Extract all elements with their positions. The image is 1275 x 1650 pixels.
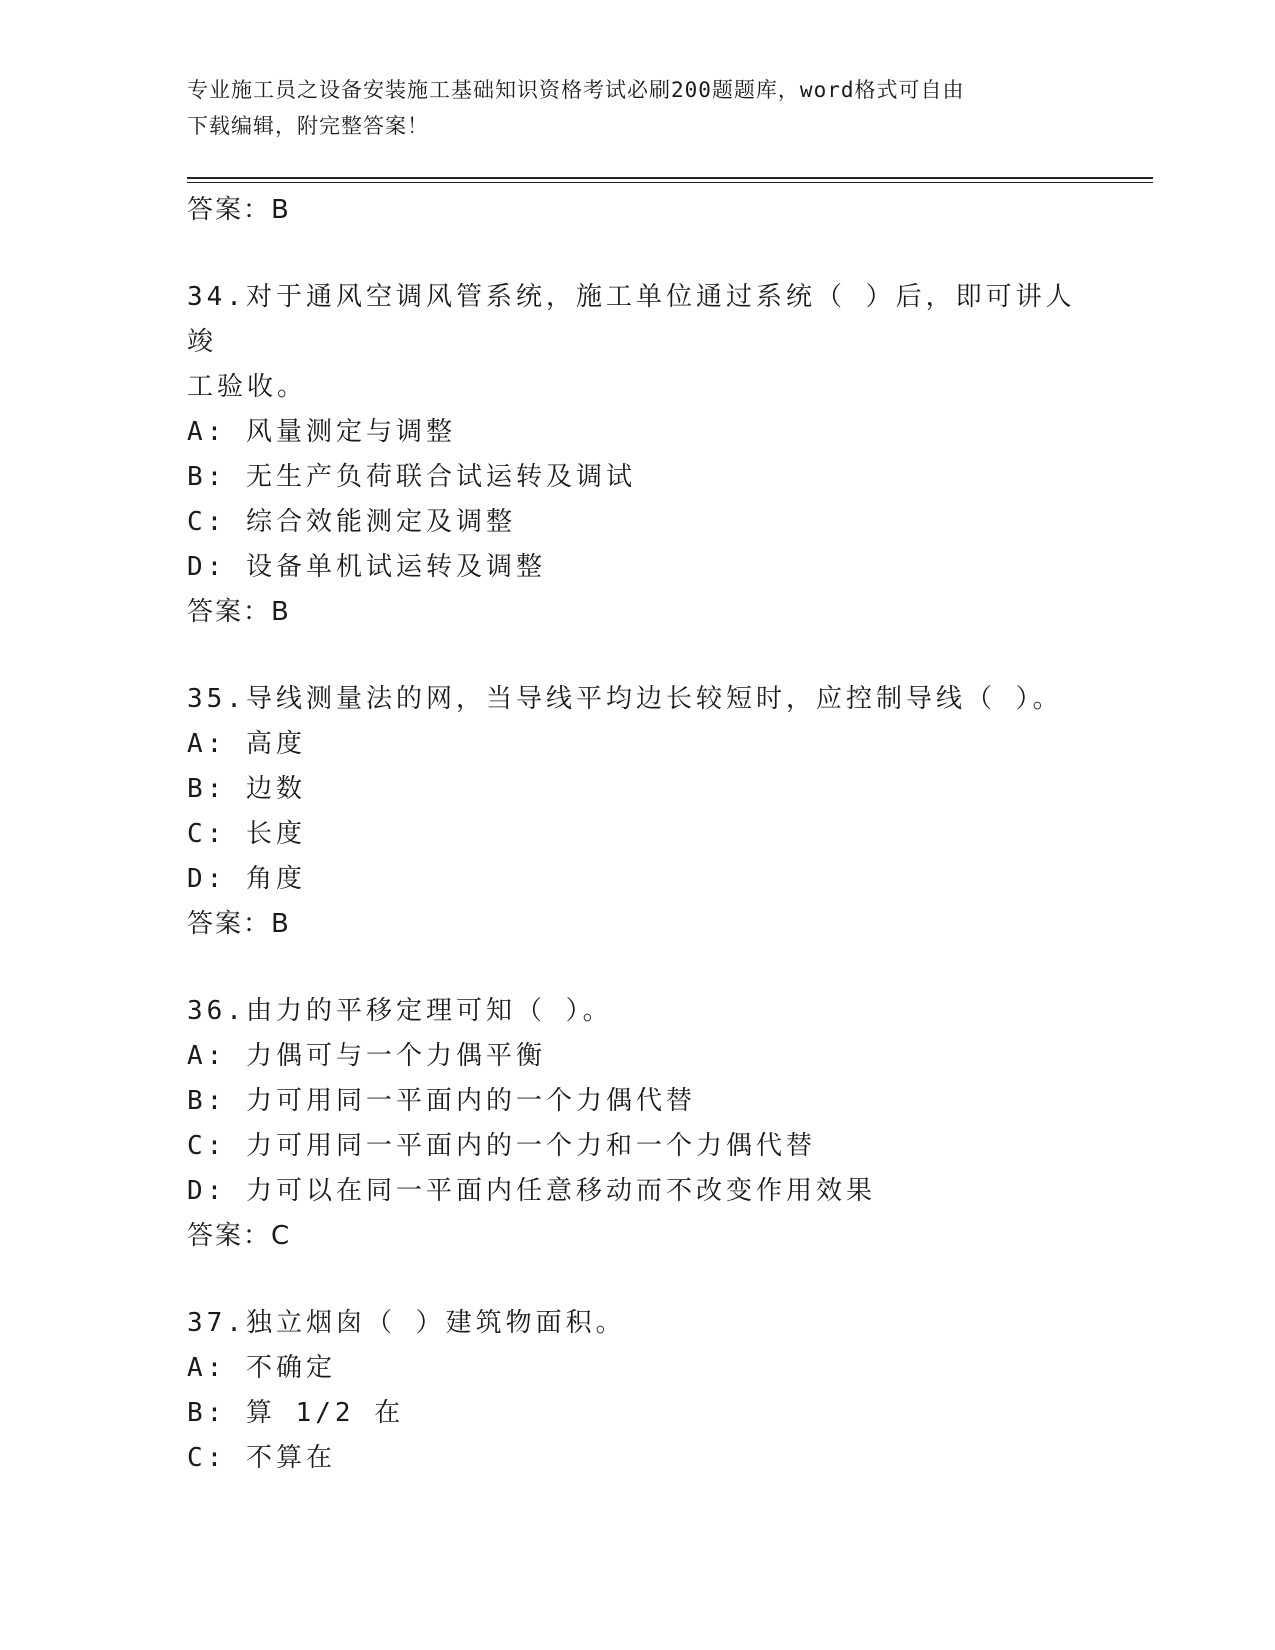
option-a: A: 不确定 [187,1353,336,1383]
header-line-1: 专业施工员之设备安装施工基础知识资格考试必刷200题题库，word格式可自由 [187,78,965,102]
question-block-36 [187,989,1087,1259]
question-text: 36.由力的平移定理可知（ ）。 [187,996,613,1026]
document-header [187,72,1087,144]
option-b: B: 算 1/2 在 [187,1398,405,1428]
option-d: D: 设备单机试运转及调整 [187,552,546,582]
header-divider-thin [187,182,1153,183]
answer-line: 答案：B [187,195,291,225]
question-block-37 [187,1301,1087,1481]
option-d: D: 力可以在同一平面内任意移动而不改变作用效果 [187,1176,876,1206]
header-divider-thick [187,177,1153,179]
option-a: A: 风量测定与调整 [187,417,456,447]
answer-line: 答案：B [187,597,291,627]
question-block-34 [187,275,1087,635]
question-text: 37.独立烟囱（ ）建筑物面积。 [187,1308,626,1338]
question-text-continued: 工验收。 [187,372,308,402]
question-text: 34.对于通风空调风管系统，施工单位通过系统（ ）后，即可讲人竣 [187,282,1076,357]
answer-line: 答案：B [187,909,291,939]
option-c: C: 力可用同一平面内的一个力和一个力偶代替 [187,1131,816,1161]
option-d: D: 角度 [187,864,306,894]
option-a: A: 力偶可与一个力偶平衡 [187,1041,546,1071]
option-b: B: 无生产负荷联合试运转及调试 [187,462,636,492]
option-b: B: 边数 [187,774,306,804]
question-list [187,188,1087,1523]
question-block-35 [187,677,1087,947]
header-line-2: 下载编辑，附完整答案！ [187,114,429,138]
option-a: A: 高度 [187,729,306,759]
option-c: C: 不算在 [187,1443,336,1473]
option-c: C: 综合效能测定及调整 [187,507,516,537]
question-text: 35.导线测量法的网，当导线平均边长较短时，应控制导线（ ）。 [187,684,1063,714]
answer-line: 答案：C [187,1221,292,1251]
option-c: C: 长度 [187,819,306,849]
option-b: B: 力可用同一平面内的一个力偶代替 [187,1086,696,1116]
